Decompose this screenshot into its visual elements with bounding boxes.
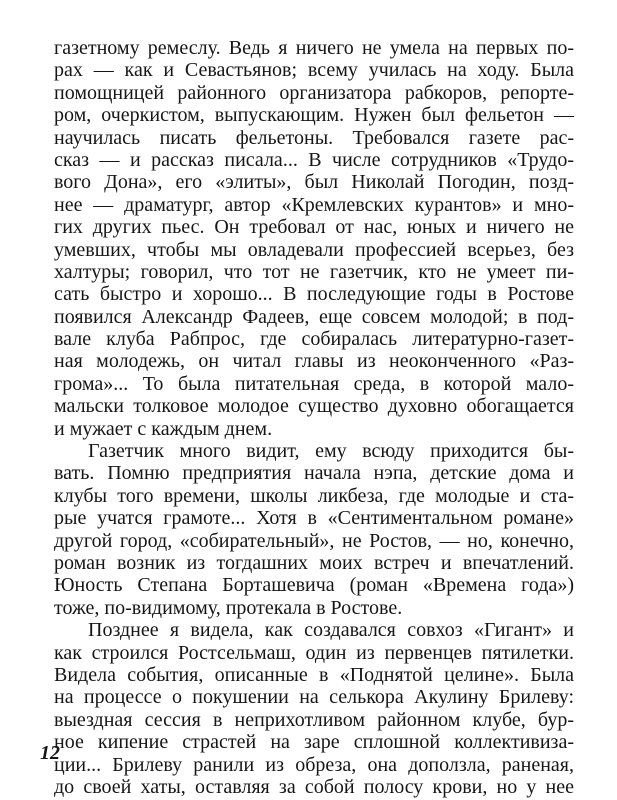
text-line: другой город, «собирательный», не Ростов, — но, конечно,: [54, 529, 574, 552]
body-text: [54, 37, 574, 798]
text-line: халтуры; говорил, что тот не газетчик, кто не умеет пи-: [54, 260, 574, 283]
text-line: на процессе о покушении на селькора Акулину Брилеву:: [54, 686, 574, 709]
text-line: Позднее я видела, как создавался совхоз «Гигант» и: [88, 619, 574, 642]
text-line: нее — драматург, автор «Кремлевских курантов» и мно-: [54, 193, 574, 216]
text-line: сказ — и рассказ писала... В числе сотрудников «Трудо-: [54, 148, 574, 171]
text-line: ное кипение страстей на заре сплошной коллективиза-: [54, 731, 574, 754]
text-line: Газетчик много видит, ему всюду приходится бы-: [88, 440, 574, 463]
text-line: и мужает с каждым днем.: [54, 417, 273, 440]
text-line: вале клуба Рабпрос, где собиралась литературно-газет-: [54, 328, 574, 351]
text-line: клубы того времени, школы ликбеза, где молодые и ста-: [54, 484, 574, 507]
text-line: Видела события, описанные в «Поднятой целине». Была: [54, 663, 574, 686]
text-line: Юность Степана Борташевича (роман «Времена года»): [54, 574, 574, 597]
text-line: вого Дона», его «элиты», был Николай Погодин, позд-: [54, 171, 574, 194]
text-line: тоже, по-видимому, протекала в Ростове.: [54, 596, 403, 619]
text-line: рые учатся грамоте... Хотя в «Сентиментальном романе»: [54, 507, 574, 530]
text-line: умевших, чтобы мы овладевали профессией всерьез, без: [54, 238, 574, 261]
paragraph-2: [54, 440, 574, 619]
text-line: выездная сессия в неприхотливом районном клубе, бур-: [54, 708, 574, 731]
text-line: рах — как и Севастьянов; всему училась на ходу. Была: [54, 59, 574, 82]
text-line: помощницей районного организатора рабкоров, репорте-: [54, 81, 574, 104]
text-line: ции... Брилеву ранили из обреза, она доползла, раненая,: [54, 753, 574, 776]
text-line: научилась писать фельетоны. Требовался газете рас-: [54, 126, 574, 149]
page-number: 12: [40, 742, 60, 764]
text-line: до своей хаты, оставляя за собой полосу крови, но у нее: [54, 775, 574, 798]
text-line: ром, очеркистом, выпускающим. Нужен был фельетон —: [54, 104, 574, 127]
text-line: появился Александр Фадеев, еще совсем молодой; в под-: [54, 305, 574, 328]
paragraph-3: [54, 619, 574, 798]
text-line: гих других пьес. Он требовал от нас, юных и ничего не: [54, 216, 574, 239]
text-line: мальски толковое молодое существо духовно обогащается: [54, 395, 574, 418]
text-line: вать. Помню предприятия начала нэпа, детские дома и: [54, 462, 574, 485]
text-line: как строился Ростсельмаш, один из первенцев пятилетки.: [54, 641, 574, 664]
text-line: ная молодежь, он читал главы из неоконченного «Раз-: [54, 350, 574, 373]
text-line: грома»... То была питательная среда, в которой мало-: [54, 372, 574, 395]
text-line: роман возник из тогдашних моих встреч и впечатлений.: [54, 551, 574, 574]
text-line: газетному ремеслу. Ведь я ничего не умела на первых по-: [54, 37, 574, 59]
paragraph-1: [54, 37, 574, 440]
text-line: сать быстро и хорошо... В последующие годы в Ростове: [54, 283, 574, 306]
